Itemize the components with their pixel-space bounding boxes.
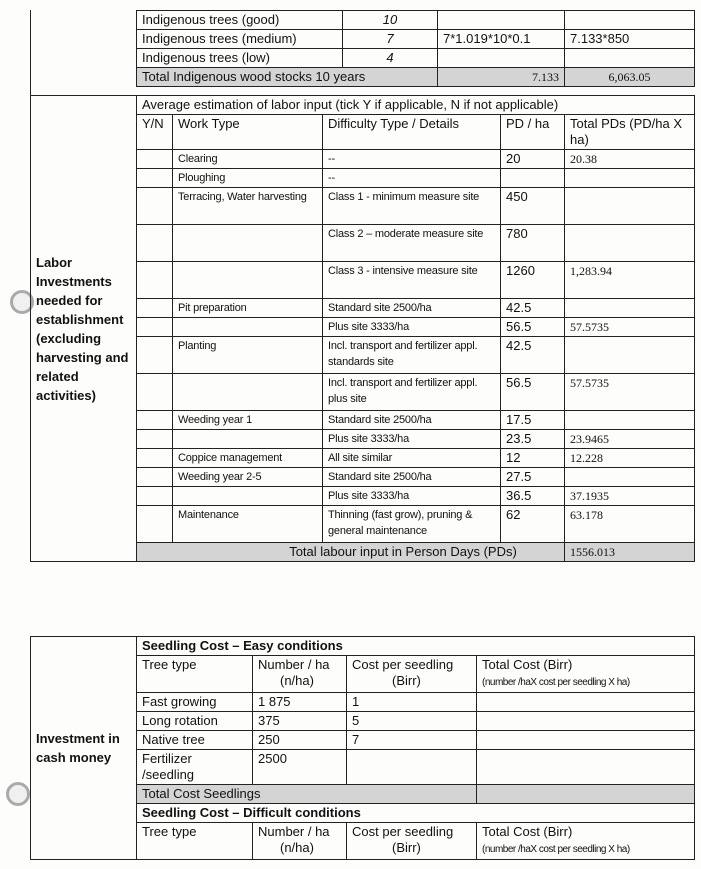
tree-number: 2500 [253, 750, 347, 785]
tree-cost: 1 [347, 693, 477, 712]
easy-heading: Seedling Cost – Easy conditions [137, 637, 695, 656]
row-value: 7 [343, 30, 438, 49]
row-label: Indigenous trees (medium) [137, 30, 343, 49]
tree-type: Native tree [137, 731, 253, 750]
tree-cost [347, 750, 477, 785]
table-row [137, 11, 695, 30]
difficulty: Class 3 - intensive measure site [323, 262, 501, 299]
total-value [565, 188, 695, 225]
difficulty: Thinning (fast grow), pruning & general maintenance [323, 506, 501, 543]
difficulty: Standard site 2500/ha [323, 468, 501, 487]
difficult-heading: Seedling Cost – Difficult conditions [137, 804, 695, 823]
pd-value: 62 [501, 506, 565, 543]
labor-table [30, 95, 695, 562]
row-result [565, 11, 695, 30]
row-formula [438, 11, 565, 30]
pd-value: 42.5 [501, 337, 565, 374]
work-type: Weeding year 2-5 [173, 468, 323, 487]
difficulty: Plus site 3333/ha [323, 430, 501, 449]
work-type [173, 374, 323, 411]
labor-heading: Average estimation of labor input (tick Y if applicable, N if not applicable) [137, 96, 695, 115]
work-type: Pit preparation [173, 299, 323, 318]
total-value [565, 225, 695, 262]
difficulty: Standard site 2500/ha [323, 411, 501, 430]
col-num-unit: (n/ha) [280, 840, 314, 855]
wood-stock-table [136, 10, 695, 87]
total-value: 57.5735 [565, 318, 695, 337]
total-value: 12.228 [565, 449, 695, 468]
table-row [137, 30, 695, 49]
tree-total [477, 750, 695, 785]
outer-frame-top [30, 10, 137, 95]
col-tree: Tree type [137, 823, 253, 860]
total-value: 23.9465 [565, 430, 695, 449]
total-wood-total: 6,063.05 [565, 68, 695, 87]
total-value [565, 411, 695, 430]
cash-total-label: Total Cost Seedlings [137, 785, 477, 804]
difficulty: Incl. transport and fertilizer appl. plus site [323, 374, 501, 411]
total-value [565, 337, 695, 374]
row-value: 10 [343, 11, 438, 30]
pd-value: 56.5 [501, 374, 565, 411]
pd-value: 56.5 [501, 318, 565, 337]
total-value [565, 299, 695, 318]
work-type [173, 262, 323, 299]
cash-total-value [477, 785, 695, 804]
col-pd: PD / ha [501, 115, 565, 150]
labor-total-label: Total labour input in Person Days (PDs) [137, 543, 565, 562]
total-value: 57.5735 [565, 374, 695, 411]
row-label: Indigenous trees (good) [137, 11, 343, 30]
binder-hole-bottom [6, 782, 30, 806]
tree-type: Fast growing [137, 693, 253, 712]
cash-table [30, 636, 695, 860]
difficulty: Standard site 2500/ha [323, 299, 501, 318]
work-type [173, 430, 323, 449]
total-wood-value: 7.133 [438, 68, 565, 87]
tree-total [477, 712, 695, 731]
difficulty: -- [323, 150, 501, 169]
pd-value: 17.5 [501, 411, 565, 430]
tree-cost: 7 [347, 731, 477, 750]
pd-value: 36.5 [501, 487, 565, 506]
total-value [565, 468, 695, 487]
col-cost-unit: (Birr) [392, 840, 421, 855]
col-num: Number / ha [258, 657, 330, 672]
col-tree: Tree type [137, 656, 253, 693]
total-value: 1,283.94 [565, 262, 695, 299]
tree-number: 1 875 [253, 693, 347, 712]
difficulty: -- [323, 169, 501, 188]
col-work: Work Type [173, 115, 323, 150]
work-type: Weeding year 1 [173, 411, 323, 430]
tree-type: Fertilizer /seedling [137, 750, 253, 785]
row-label: Indigenous trees (low) [137, 49, 343, 68]
work-type [173, 487, 323, 506]
pd-value: 12 [501, 449, 565, 468]
total-wood-row [137, 68, 695, 87]
tree-type: Long rotation [137, 712, 253, 731]
col-total: Total PDs (PD/ha X ha) [565, 115, 695, 150]
col-cost-unit: (Birr) [392, 673, 421, 688]
work-type: Clearing [173, 150, 323, 169]
col-total-note: (number /haX cost per seedling X ha) [482, 844, 630, 855]
col-cost: Cost per seedling [352, 657, 454, 672]
pd-value: 1260 [501, 262, 565, 299]
work-type [173, 225, 323, 262]
row-formula [438, 49, 565, 68]
work-type [173, 318, 323, 337]
work-type: Terracing, Water harvesting [173, 188, 323, 225]
labor-total-value: 1556.013 [565, 543, 695, 562]
difficulty: Plus site 3333/ha [323, 318, 501, 337]
row-result [565, 49, 695, 68]
total-value [565, 169, 695, 188]
tree-total [477, 731, 695, 750]
tree-cost: 5 [347, 712, 477, 731]
col-num-unit: (n/ha) [280, 673, 314, 688]
pd-value: 23.5 [501, 430, 565, 449]
col-cost: Cost per seedling [352, 824, 454, 839]
col-yn: Y/N [137, 115, 173, 150]
table-row [137, 49, 695, 68]
tree-total [477, 693, 695, 712]
work-type: Ploughing [173, 169, 323, 188]
work-type: Maintenance [173, 506, 323, 543]
total-value: 63.178 [565, 506, 695, 543]
row-value: 4 [343, 49, 438, 68]
col-total-note: (number /haX cost per seedling X ha) [482, 677, 630, 688]
pd-value: 780 [501, 225, 565, 262]
total-wood-label: Total Indigenous wood stocks 10 years [137, 68, 438, 87]
pd-value: 42.5 [501, 299, 565, 318]
row-formula: 7*1.019*10*0.1 [438, 30, 565, 49]
tree-number: 250 [253, 731, 347, 750]
row-result: 7.133*850 [565, 30, 695, 49]
pd-value: 450 [501, 188, 565, 225]
work-type: Planting [173, 337, 323, 374]
difficulty: All site similar [323, 449, 501, 468]
pd-value: 27.5 [501, 468, 565, 487]
labor-section-label: Labor Investments needed for establishment (excluding harvesting and related activities) [31, 96, 137, 562]
col-total: Total Cost (Birr) [482, 824, 573, 839]
pd-value [501, 169, 565, 188]
col-total: Total Cost (Birr) [482, 657, 573, 672]
work-type: Coppice management [173, 449, 323, 468]
difficulty: Class 2 – moderate measure site [323, 225, 501, 262]
pd-value: 20 [501, 150, 565, 169]
col-diff: Difficulty Type / Details [323, 115, 501, 150]
difficulty: Plus site 3333/ha [323, 487, 501, 506]
cash-section-label: Investment in cash money [31, 637, 137, 860]
difficulty: Incl. transport and fertilizer appl. standards site [323, 337, 501, 374]
tree-number: 375 [253, 712, 347, 731]
total-value: 37.1935 [565, 487, 695, 506]
difficulty: Class 1 - minimum measure site [323, 188, 501, 225]
col-num: Number / ha [258, 824, 330, 839]
total-value: 20.38 [565, 150, 695, 169]
